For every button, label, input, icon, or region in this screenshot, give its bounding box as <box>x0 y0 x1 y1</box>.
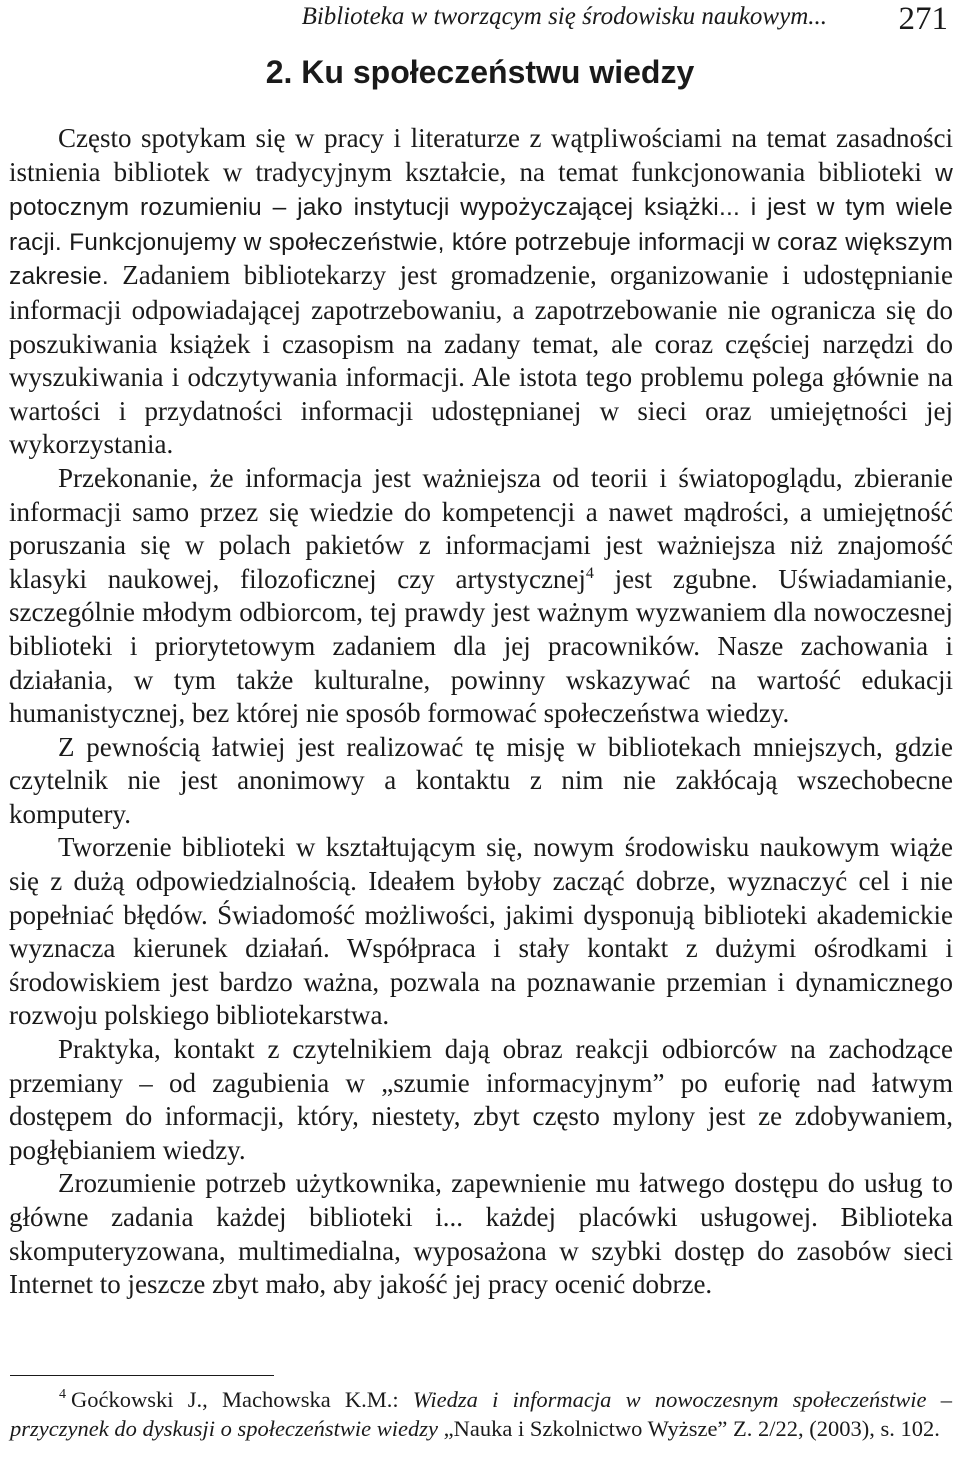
body-text <box>9 122 953 1302</box>
footnote-reference[interactable]: 4 <box>585 564 594 582</box>
paragraph-1-part-a: Często spotykam się w pracy i literaturze z wątpliwościami na temat zasadności istnienia bibliotek w tradycyjnym kształcie, na temat funkcjonowania biblioteki <box>9 123 953 187</box>
footnote-divider <box>10 1375 274 1376</box>
paragraph-6: Zrozumienie potrzeb użytkownika, zapewnienie mu łatwego dostępu do usług to główne zadania każdej biblioteki i... każdej placówki usługowej. Biblioteka skomputeryzowana, multimedialna, wyposażona w szybki dostęp do zasobów sieci Internet to jeszcze zbyt mało, aby jakość jej pracy ocenić dobrze. <box>9 1168 953 1300</box>
paragraph-5: Praktyka, kontakt z czytelnikiem dają obraz reakcji odbiorców na zachodzące przemiany – od zagubienia w „szumie informacyjnym” po euforię nad łatwym dostępem do informacji, który, niestety, zbyt często mylony jest ze zdobywaniem, pogłębianiem wiedzy. <box>9 1034 953 1165</box>
paragraph-2 <box>9 462 953 731</box>
footnote-authors: Goćkowski J., Machowska K.M.: <box>71 1387 413 1412</box>
paragraph-2-part-b: jest zgubne. Uświadamianie, szczególnie młodym odbiorcom, tej prawdy jest ważnym wyzwaniem dla nowoczesnej biblioteki i priorytetowym zadaniem dla jej pracowników. Nasze zachowania i działania, w tym także kulturalne, powinny wskazywać na wartość edukacji humanistycznej, bez której nie sposób formować społeczeństwa wiedzy. <box>9 563 953 729</box>
paragraph-2-part-a: Przekonanie, że informacja jest ważniejsza od teorii i światopoglądu, zbieranie informacji samo przez się wiedzie do kompetencji a nawet mądrości, a umiejętność poruszania się w polach pakietów z informacjami jest ważniejsza niż znajomość klasyki naukowej, filozoficznej czy artystycznej <box>9 462 953 594</box>
paragraph-4: Tworzenie biblioteki w kształtującym się, nowym środowisku naukowym wiąże się z dużą odpowiedzialnością. Ideałem byłoby zacząć dobrze, wyznaczyć cel i nie popełniać błędów. Świadomość możliwości, jakimi dysponują biblioteki akademickie wyznacza kierunek działań. Współpraca i stały kontakt z dużymi ośrodkami i środowiskiem jest bardzo ważna, pozwala na poznawanie przemian i dynamicznego rozwoju polskiego bibliotekarstwa. <box>9 832 953 1031</box>
footnote <box>10 1385 952 1443</box>
footnote-number: 4 <box>59 1387 66 1402</box>
footnote-source: „Nauka i Szkolnictwo Wyższe” Z. 2/22, (2003), s. 102. <box>438 1416 940 1441</box>
page-number: 271 <box>898 1 948 37</box>
paragraph-1-part-b: w potocznym rozumieniu – jako instytucji wypożyczającej książki... i jest w tym wiele racji. Funkcjonujemy w społeczeństwie, które potrzebuje informacji w coraz większym zakresie. <box>9 159 954 291</box>
running-title: Biblioteka w tworzącym się środowisku naukowym... <box>301 3 827 30</box>
paragraph-1 <box>9 122 953 462</box>
paragraph-1-part-c: Zadaniem bibliotekarzy jest gromadzenie, organizowanie i udostępnianie informacji odpowiadającej zapotrzebowaniu, a zapotrzebowanie nie ogranicza się do poszukiwania książek i czasopism na zadany temat, ale coraz częściej narzędzi do wyszukiwania i odczytywania informacji. Ale istota tego problemu polega głównie na wartości i przydatności informacji udostępnianej w sieci oraz umiejętności jej wykorzystania. <box>9 260 953 460</box>
footnote-title: Wiedza i informacja w nowoczesnym społeczeństwie – przyczynek do dyskusji o społeczeństwie wiedzy <box>10 1387 952 1441</box>
section-heading: 2. Ku społeczeństwu wiedzy <box>265 54 695 90</box>
paragraph-3: Z pewnością łatwiej jest realizować tę misję w bibliotekach mniejszych, gdzie czytelnik nie jest anonimowy a kontaktu z nim nie zakłócają wszechobecne komputery. <box>9 731 953 829</box>
running-header <box>8 2 952 42</box>
